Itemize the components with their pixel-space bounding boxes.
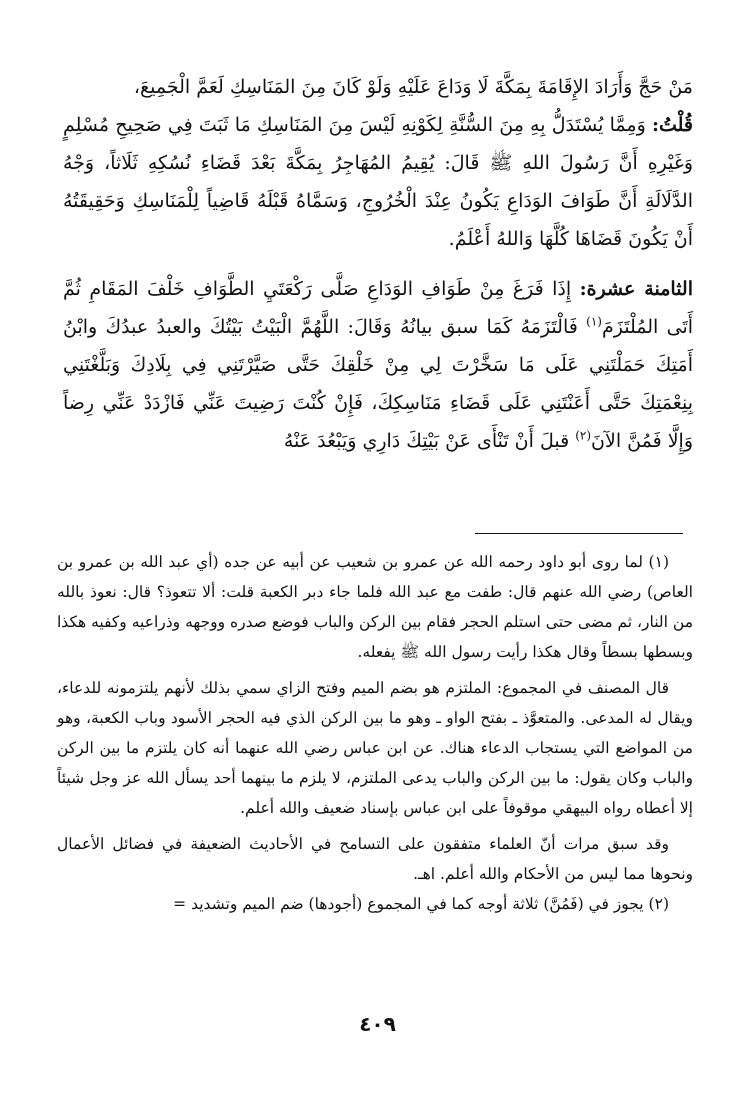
qultu-lead: قُلْتُ: [651,114,693,136]
footnote-separator [475,533,683,534]
footnote-1-commentary: قال المصنف في المجموع: الملتزم هو بضم الميم وفتح الزاي سمي بذلك لأنهم يلتزمونه للدعاء، ويقال له المدعى. والمتعوَّذ ـ بفتح الواو ـ وهو ما بين الركن الذي فيه الحجر الأسود وباب الكعبة، وهو من المواضع التي يستجاب الدعاء هناك. عن ابن عباس رضي الله عنهما أنه كان يلتزم ما بين الركن والباب وكان يقول: ما بين الركن والباب يدعى الملتزم، لا يلزم ما بينهما أحد يسأل الله عز وجل شيئاً إلا أعطاه رواه البيهقي موقوفاً على ابن عباس بإسناد ضعيف والله أعلم. [57,679,693,817]
main-paragraph-2-body: وَمِمَّا يُسْتَدَلُّ بِهِ مِنَ السُّنَّةِ لِكَوْنِهِ لَيْسَ مِنَ المَنَاسِكِ مَا ثَبَتَ فِي صَحِيحِ مُسْلِمٍ وَغَيْرِهِ أَنَّ رَسُولَ اللهِ ﷺ قَالَ: يُقِيمُ المُهَاجِرُ بِمَكَّةَ بَعْدَ قَضَاءِ نُسُكِهِ ثَلَاثاً، وَجْهُ الدَّلَالَةِ أَنَّ طَوَافَ الوَدَاعِ يَكُونُ عِنْدَ الْخُرُوجِ، وَسَمَّاهُ قَبْلَهُ قَاضِياً لِلْمَنَاسِكِ وَحَقِيقَتُهُ أَنْ يَكُونَ قَضَاهَا كُلَّهَا وَاللهُ أَعْلَمُ. [63,114,693,250]
page-number: ٤٠٩ [359,1012,396,1036]
footnote-2: (٢) يجوز في (فَمُنَّ) ثلاثة أوجه كما في المجموع (أجودها) ضم الميم وتشديد = [173,895,669,913]
main-text [63,68,693,460]
footnote-1-note: وقد سبق مرات أنّ العلماء متفقون على التسامح في الأحاديث الضعيفة في فضائل الأعمال ونحوها مما ليس من الأحكام والله أعلم. اهـ. [57,835,693,883]
main-paragraph-1: مَنْ حَجَّ وَأَرَادَ الإِقَامَةَ بِمَكَّةَ لَا وَدَاعَ عَلَيْهِ وَلَوْ كَانَ مِنَ المَنَاسِكِ لَعَمَّ الْجَمِيعَ، [133,76,693,98]
main-paragraph-3-part-1: إِذَا فَرَغَ مِنْ طَوَافِ الوَدَاعِ صَلَّى رَكْعَتَيِ الطَّوَافِ خَلْفَ المَقَامِ ثُمَّ أَتَى المُلْتَزَمَ [63,278,694,338]
main-paragraph-3-part-3: قبلَ أَنْ تَنْأَى عَنْ بَيْتِكَ دَارِي وَيَبْعُدَ عَنْهُ [283,430,570,452]
main-paragraph-3 [63,270,693,460]
footnote-1: (١) لما روى أبو داود رحمه الله عن عمرو بن شعيب عن أبيه عن جده (أي عبد الله بن عمرو بن العاص) رضي الله عنهم قال: طفت مع عبد الله فلما جاء دبر الكعبة قلت: ألا تتعوذ؟ قال: نعوذ بالله من النار، ثم مضى حتى استلم الحجر فقام بين الركن والباب فوضع صدره ووجهه وذراعيه وكفيه هكذا وبسطها بسطاً وقال هكذا رأيت رسول الله ﷺ يفعله. [57,553,693,661]
footnotes [57,547,693,919]
main-paragraph-3-part-2: فَالْتَزَمَهُ كَمَا سبق بيانُهُ وَقَالَ: اللَّهُمَّ الْبَيْتُ بَيْتُكَ والعبدُ عبدُكَ وابْنُ أَمَتِكَ حَمَلْتَنِي عَلَى مَا سَخَّرْتَ لِي مِنْ خَلْقِكَ حَتَّى صَيَّرْتَنِي فِي بِلَادِكَ وَبَلَّغْتَنِي بِنِعْمَتِكَ حَتَّى أَعَنْتَنِي عَلَى قَضَاءِ مَنَاسِكِكَ، فَإِنْ كُنْتَ رَضِيتَ عَنِّي فَازْدَدْ عَنِّي رِضاً وَإِلَّا فَمُنَّ الآنَ [63,316,693,452]
footnote-ref-2: (٢) [575,428,592,443]
section-heading-18: الثامنة عشرة: [579,278,693,300]
main-paragraph-2 [63,106,693,258]
footnote-ref-1: (١) [586,314,602,329]
